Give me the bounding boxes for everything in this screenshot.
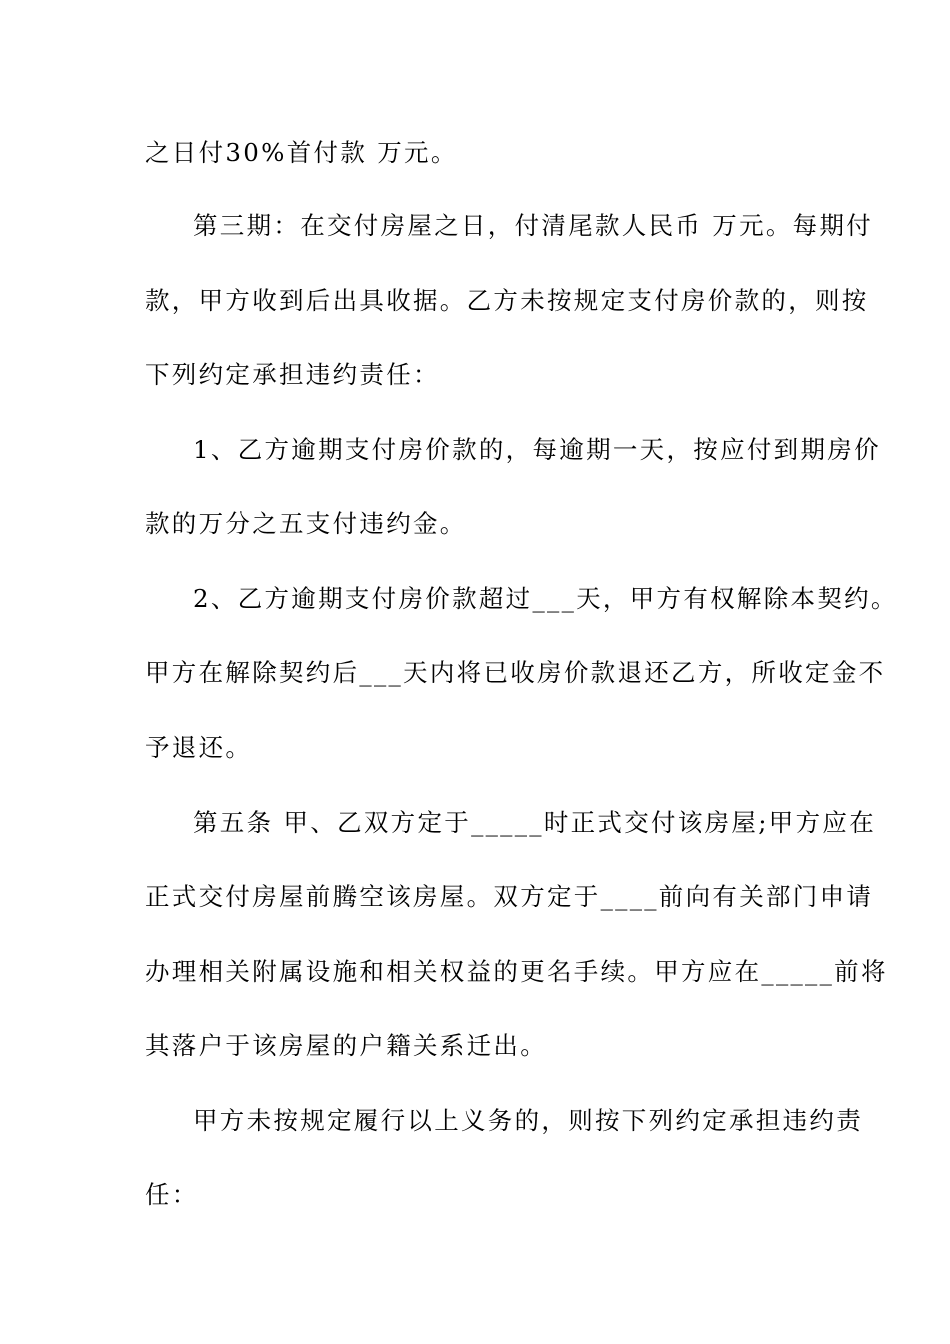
text-line-4: 下列约定承担违约责任： xyxy=(145,360,440,389)
text-line-3: 款，甲方收到后出具收据。乙方未按规定支付房价款的，则按 xyxy=(145,286,869,315)
text-line-12: 办理相关附属设施和相关权益的更名手续。甲方应在_____前将 xyxy=(145,957,888,986)
text-line-13: 其落户于该房屋的户籍关系迁出。 xyxy=(145,1031,547,1060)
text-line-5: 1、乙方逾期支付房价款的，每逾期一天，按应付到期房价 xyxy=(193,435,881,464)
text-line-6: 款的万分之五支付违约金。 xyxy=(145,509,467,538)
text-line-10: 第五条 甲、乙双方定于_____时正式交付该房屋;甲方应在 xyxy=(193,808,876,837)
text-line-8: 甲方在解除契约后___天内将已收房价款退还乙方，所收定金不 xyxy=(145,658,886,687)
text-line-15: 任： xyxy=(145,1180,199,1209)
text-line-1: 之日付30%首付款 万元。 xyxy=(145,138,458,167)
text-line-14: 甲方未按规定履行以上义务的，则按下列约定承担违约责 xyxy=(193,1106,863,1135)
text-line-7: 2、乙方逾期支付房价款超过___天，甲方有权解除本契约。 xyxy=(193,584,898,613)
text-line-11: 正式交付房屋前腾空该房屋。双方定于____前向有关部门申请 xyxy=(145,882,874,911)
text-line-9: 予退还。 xyxy=(145,733,253,762)
text-line-2: 第三期：在交付房屋之日，付清尾款人民币 万元。每期付 xyxy=(193,211,874,240)
